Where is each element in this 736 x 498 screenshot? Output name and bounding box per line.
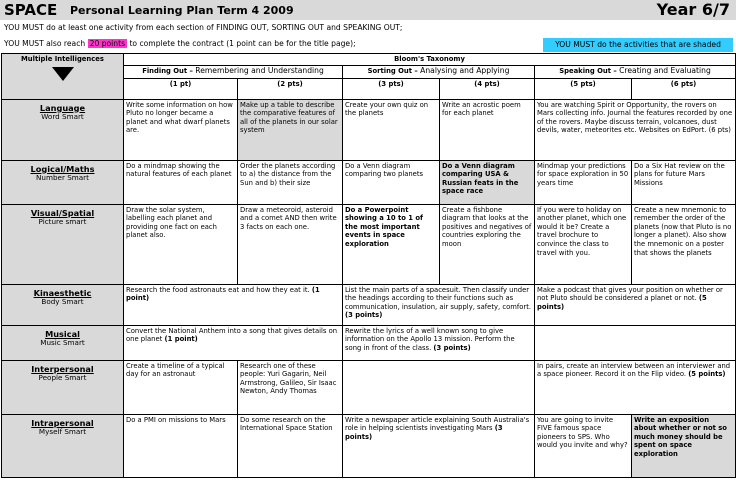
- section-name: Finding Out: [142, 66, 188, 75]
- activity-cell: Draw a meteoroid, asteroid and a comet AND then write 3 facts on each one.: [238, 204, 343, 284]
- points-6: (6 pts): [632, 78, 736, 99]
- activity-points: (3 points): [433, 343, 471, 352]
- instruction-line-2: [4, 39, 356, 48]
- title-bar: [0, 0, 736, 20]
- instruction-line-2-end: to complete the contract (1 point can be for the title page);: [129, 39, 356, 48]
- intelligence-name: Kinaesthetic: [33, 287, 92, 298]
- section-name: Speaking Out: [559, 66, 611, 75]
- activity-cell: [535, 360, 736, 414]
- table-row: [2, 414, 736, 477]
- table-row: [2, 360, 736, 414]
- intelligence-sub: Number Smart: [36, 172, 89, 182]
- year-level: Year 6/7: [656, 0, 730, 19]
- activity-cell: Order the planets according to a) the distance from the Sun and b) their size: [238, 160, 343, 204]
- intelligence-musical: [2, 325, 124, 360]
- down-arrow-icon: [52, 67, 74, 81]
- activity-cell: Do a Six Hat review on the plans for future Mars Missions: [632, 160, 736, 204]
- activity-text: In pairs, create an interview between an interviewer and a space pioneer. Record it on the Flip video.: [537, 361, 731, 379]
- activity-cell: Create a new mnemonic to remember the order of the planets (now that Pluto is no longer a planet). Also show the mnemonic on a poster that shows the planets: [632, 204, 736, 284]
- activity-cell: Do some research on the International Space Station: [238, 414, 343, 477]
- activity-cell: Do a mindmap showing the natural features of each planet: [124, 160, 238, 204]
- section-desc: Remembering and Understanding: [195, 65, 324, 75]
- activity-cell: [343, 284, 535, 325]
- intelligence-sub: Word Smart: [41, 111, 84, 121]
- points-4: (4 pts): [440, 78, 535, 99]
- table-row: [2, 284, 736, 325]
- empty-cell: [535, 325, 736, 360]
- points-1: (1 pt): [124, 78, 238, 99]
- section-sorting-out: Sorting Out – Analysing and Applying: [343, 65, 535, 78]
- activity-text: Write a newspaper article explaining South Australia's role in helping scientists investigating Mars: [345, 415, 530, 433]
- activity-cell: Research one of these people: Yuri Gagarin, Neil Armstrong, Galileo, Sir Isaac Newton, Andy Thomas: [238, 360, 343, 414]
- learning-plan-table: [1, 53, 736, 478]
- activity-cell: [535, 284, 736, 325]
- activity-points: (1 point): [126, 285, 320, 303]
- activity-text: Convert the National Anthem into a song that gives details on one planet: [126, 326, 338, 344]
- instruction-line-2-start: YOU MUST also reach: [4, 39, 86, 48]
- activity-points: (1 point): [164, 335, 198, 344]
- section-finding-out: Finding Out – Remembering and Understanding: [124, 65, 343, 78]
- activity-cell: You are going to invite FIVE famous space pioneers to SPS. Who would you invite and why?: [535, 414, 632, 477]
- intelligence-sub: Myself Smart: [38, 426, 87, 436]
- activity-cell: If you were to holiday on another planet, which one would it be? Create a travel brochure to convince the class to travel with you.: [535, 204, 632, 284]
- activity-cell: Create a fishbone diagram that looks at the positives and negatives of countries exploring the moon: [440, 204, 535, 284]
- points-5: (5 pts): [535, 78, 632, 99]
- activity-cell: Do a PMI on missions to Mars: [124, 414, 238, 477]
- section-speaking-out: Speaking Out – Creating and Evaluating: [535, 65, 736, 78]
- activity-cell: [343, 414, 535, 477]
- activity-points: (5 points): [537, 294, 707, 311]
- points-3: (3 pts): [343, 78, 440, 99]
- activity-cell: Draw the solar system, labelling each planet and providing one fact on each planet also.: [124, 204, 238, 284]
- activity-cell-shaded: Write an exposition about whether or not so much money should be spent on space exploration: [632, 414, 736, 477]
- mi-header: Multiple Intelligences: [21, 55, 104, 63]
- page-title: SPACE: [4, 1, 58, 19]
- table-row: [2, 325, 736, 360]
- activity-points: (3 points): [345, 311, 383, 320]
- intelligence-name: Logical/Maths: [30, 163, 95, 174]
- intelligence-sub: Music Smart: [40, 337, 85, 347]
- table-row: [2, 99, 736, 160]
- intelligence-name: Interpersonal: [31, 363, 94, 374]
- intelligence-name: Visual/Spatial: [30, 207, 95, 218]
- activity-cell: Do a Venn diagram comparing two planets: [343, 160, 440, 204]
- intelligence-name: Intrapersonal: [31, 417, 94, 428]
- points-2: (2 pts): [238, 78, 343, 99]
- intelligence-language: [2, 99, 124, 160]
- section-desc: Creating and Evaluating: [619, 65, 711, 75]
- activity-cell: Create your own quiz on the planets: [343, 99, 440, 160]
- activity-cell: [124, 325, 343, 360]
- intelligence-sub: Body Smart: [41, 296, 84, 306]
- activity-cell-shaded: Do a Venn diagram comparing USA & Russian feats in the space race: [440, 160, 535, 204]
- mi-header-cell: [2, 54, 124, 100]
- intelligence-name: Musical: [45, 328, 80, 339]
- activity-text: Make a podcast that gives your position on whether or not Pluto should be considered a planet or not.: [537, 285, 723, 303]
- activity-cell: Mindmap your predictions for space exploration in 50 years time: [535, 160, 632, 204]
- activity-text: Rewrite the lyrics of a well known song to give information on the Apollo 13 mission. Perform the song in front of the class.: [345, 326, 515, 352]
- activity-points: (5 points): [688, 370, 726, 379]
- section-name: Sorting Out: [367, 66, 413, 75]
- intelligence-kinaesthetic: [2, 284, 124, 325]
- activity-cell: Write some information on how Pluto no longer became a planet and what dwarf planets are.: [124, 99, 238, 160]
- intelligence-name: Language: [39, 102, 86, 113]
- activity-text: Research the food astronauts eat and how they eat it.: [126, 285, 310, 294]
- table-row: [2, 160, 736, 204]
- activity-cell: You are watching Spirit or Opportunity, the rovers on Mars collecting info. Journal the features recorded by one of the rovers. Maybe discuss terrain, volcanoes, dust devils, water, meteorites etc. Websites on EdPort. (6 pts): [535, 99, 736, 160]
- intelligence-interpersonal: [2, 360, 124, 414]
- intelligence-intrapersonal: [2, 414, 124, 477]
- intelligence-sub: People Smart: [38, 372, 87, 382]
- intelligence-logical: [2, 160, 124, 204]
- activity-cell-shaded: Make up a table to describe the comparative features of all of the planets in our solar system: [238, 99, 343, 160]
- activity-text: List the main parts of a spacesuit. Then classify under the headings according to their functions such as communication, insulation, air supply, safety, comfort.: [345, 285, 532, 311]
- page-subtitle: Personal Learning Plan Term 4 2009: [70, 4, 294, 17]
- activity-cell: Create a timeline of a typical day for an astronaut: [124, 360, 238, 414]
- shaded-activities-note: YOU MUST do the activities that are shaded: [543, 38, 733, 52]
- empty-cell: [343, 360, 535, 414]
- points-highlight: 20 points: [89, 39, 126, 48]
- activity-points: (3 points): [345, 424, 503, 441]
- section-desc: Analysing and Applying: [420, 65, 510, 75]
- table-row: [2, 204, 736, 284]
- activity-cell: Do a Powerpoint showing a 10 to 1 of the most important events in space exploration: [343, 204, 440, 284]
- intelligence-visual: [2, 204, 124, 284]
- bloom-row: [2, 54, 736, 66]
- activity-cell: [343, 325, 535, 360]
- activity-cell: Write an acrostic poem for each planet: [440, 99, 535, 160]
- intelligence-sub: Picture smart: [38, 216, 87, 226]
- activity-cell: [124, 284, 343, 325]
- instruction-line-1: YOU MUST do at least one activity from each section of FINDING OUT, SORTING OUT and SPEAKING OUT;: [4, 23, 403, 32]
- bloom-header: Bloom's Taxonomy: [124, 54, 736, 66]
